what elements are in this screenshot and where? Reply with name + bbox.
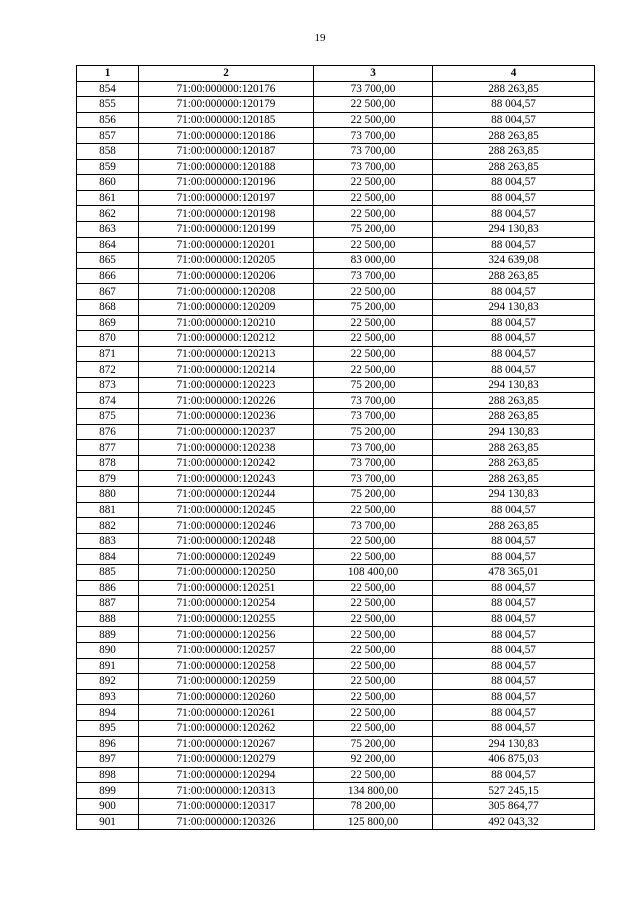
table-row [77, 798, 595, 814]
cadastral-number-cell: 71:00:000000:120248 [139, 533, 314, 549]
area-value-cell: 73 700,00 [314, 81, 433, 97]
cadastral-number-cell: 71:00:000000:120259 [139, 674, 314, 690]
cost-value-cell: 294 130,83 [433, 736, 595, 752]
cadastral-number-cell: 71:00:000000:120187 [139, 143, 314, 159]
table-row [77, 487, 595, 503]
cadastral-number-cell: 71:00:000000:120236 [139, 409, 314, 425]
cadastral-number-cell: 71:00:000000:120226 [139, 393, 314, 409]
cost-value-cell: 288 263,85 [433, 128, 595, 144]
area-value-cell: 73 700,00 [314, 128, 433, 144]
cadastral-number-cell: 71:00:000000:120254 [139, 596, 314, 612]
table-row [77, 674, 595, 690]
area-value-cell: 22 500,00 [314, 642, 433, 658]
area-value-cell: 22 500,00 [314, 689, 433, 705]
cadastral-number-cell: 71:00:000000:120214 [139, 362, 314, 378]
table-row [77, 720, 595, 736]
area-value-cell: 22 500,00 [314, 346, 433, 362]
table-row [77, 128, 595, 144]
header-row [77, 66, 595, 82]
area-value-cell: 22 500,00 [314, 720, 433, 736]
table-row [77, 268, 595, 284]
row-number-cell: 876 [77, 424, 139, 440]
row-number-cell: 873 [77, 377, 139, 393]
cost-value-cell: 88 004,57 [433, 549, 595, 565]
row-number-cell: 875 [77, 409, 139, 425]
cadastral-number-cell: 71:00:000000:120176 [139, 81, 314, 97]
table-row [77, 331, 595, 347]
area-value-cell: 73 700,00 [314, 409, 433, 425]
table-row [77, 814, 595, 830]
area-value-cell: 22 500,00 [314, 549, 433, 565]
area-value-cell: 22 500,00 [314, 596, 433, 612]
table-row [77, 424, 595, 440]
table-row [77, 565, 595, 581]
table-row [77, 409, 595, 425]
row-number-cell: 901 [77, 814, 139, 830]
row-number-cell: 858 [77, 143, 139, 159]
row-number-cell: 868 [77, 299, 139, 315]
table-row [77, 440, 595, 456]
table-row [77, 159, 595, 175]
cost-value-cell: 288 263,85 [433, 143, 595, 159]
area-value-cell: 22 500,00 [314, 97, 433, 113]
table-row [77, 502, 595, 518]
row-number-cell: 860 [77, 175, 139, 191]
table-row [77, 689, 595, 705]
table-row [77, 471, 595, 487]
table-row [77, 206, 595, 222]
row-number-cell: 897 [77, 752, 139, 768]
row-number-cell: 882 [77, 518, 139, 534]
cost-value-cell: 88 004,57 [433, 331, 595, 347]
column-header-2: 2 [139, 66, 314, 82]
cost-value-cell: 288 263,85 [433, 471, 595, 487]
cadastral-number-cell: 71:00:000000:120201 [139, 237, 314, 253]
row-number-cell: 856 [77, 112, 139, 128]
row-number-cell: 869 [77, 315, 139, 331]
area-value-cell: 22 500,00 [314, 284, 433, 300]
table-row [77, 175, 595, 191]
cadastral-number-cell: 71:00:000000:120244 [139, 487, 314, 503]
area-value-cell: 22 500,00 [314, 674, 433, 690]
area-value-cell: 22 500,00 [314, 533, 433, 549]
area-value-cell: 22 500,00 [314, 767, 433, 783]
cadastral-number-cell: 71:00:000000:120249 [139, 549, 314, 565]
row-number-cell: 861 [77, 190, 139, 206]
cost-value-cell: 492 043,32 [433, 814, 595, 830]
cadastral-number-cell: 71:00:000000:120210 [139, 315, 314, 331]
cost-value-cell: 88 004,57 [433, 611, 595, 627]
area-value-cell: 75 200,00 [314, 736, 433, 752]
cadastral-number-cell: 71:00:000000:120209 [139, 299, 314, 315]
cadastral-number-cell: 71:00:000000:120251 [139, 580, 314, 596]
cost-value-cell: 88 004,57 [433, 190, 595, 206]
cost-value-cell: 288 263,85 [433, 440, 595, 456]
row-number-cell: 867 [77, 284, 139, 300]
cost-value-cell: 88 004,57 [433, 533, 595, 549]
row-number-cell: 855 [77, 97, 139, 113]
table-body [77, 81, 595, 830]
cadastral-number-cell: 71:00:000000:120213 [139, 346, 314, 362]
cost-value-cell: 88 004,57 [433, 580, 595, 596]
cadastral-number-cell: 71:00:000000:120206 [139, 268, 314, 284]
row-number-cell: 900 [77, 798, 139, 814]
table-row [77, 533, 595, 549]
table-row [77, 658, 595, 674]
area-value-cell: 22 500,00 [314, 315, 433, 331]
cadastral-number-cell: 71:00:000000:120317 [139, 798, 314, 814]
row-number-cell: 898 [77, 767, 139, 783]
cadastral-number-cell: 71:00:000000:120255 [139, 611, 314, 627]
cost-value-cell: 288 263,85 [433, 393, 595, 409]
cost-value-cell: 88 004,57 [433, 175, 595, 191]
table-row [77, 736, 595, 752]
cadastral-number-cell: 71:00:000000:120212 [139, 331, 314, 347]
table-row [77, 752, 595, 768]
table-row [77, 237, 595, 253]
cadastral-number-cell: 71:00:000000:120197 [139, 190, 314, 206]
table-row [77, 783, 595, 799]
table-row [77, 362, 595, 378]
cadastral-number-cell: 71:00:000000:120199 [139, 221, 314, 237]
row-number-cell: 881 [77, 502, 139, 518]
cost-value-cell: 88 004,57 [433, 596, 595, 612]
cost-value-cell: 88 004,57 [433, 206, 595, 222]
cadastral-number-cell: 71:00:000000:120223 [139, 377, 314, 393]
row-number-cell: 887 [77, 596, 139, 612]
row-number-cell: 883 [77, 533, 139, 549]
cost-value-cell: 406 875,03 [433, 752, 595, 768]
row-number-cell: 885 [77, 565, 139, 581]
area-value-cell: 73 700,00 [314, 393, 433, 409]
row-number-cell: 880 [77, 487, 139, 503]
row-number-cell: 879 [77, 471, 139, 487]
data-table [76, 65, 595, 830]
area-value-cell: 73 700,00 [314, 268, 433, 284]
area-value-cell: 22 500,00 [314, 580, 433, 596]
cadastral-number-cell: 71:00:000000:120208 [139, 284, 314, 300]
cadastral-number-cell: 71:00:000000:120243 [139, 471, 314, 487]
area-value-cell: 83 000,00 [314, 253, 433, 269]
table-row [77, 346, 595, 362]
area-value-cell: 75 200,00 [314, 299, 433, 315]
cost-value-cell: 88 004,57 [433, 315, 595, 331]
cost-value-cell: 324 639,08 [433, 253, 595, 269]
cost-value-cell: 88 004,57 [433, 674, 595, 690]
row-number-cell: 866 [77, 268, 139, 284]
area-value-cell: 22 500,00 [314, 658, 433, 674]
row-number-cell: 894 [77, 705, 139, 721]
cost-value-cell: 294 130,83 [433, 487, 595, 503]
table-row [77, 767, 595, 783]
column-header-3: 3 [314, 66, 433, 82]
area-value-cell: 73 700,00 [314, 471, 433, 487]
cadastral-number-cell: 71:00:000000:120237 [139, 424, 314, 440]
area-value-cell: 22 500,00 [314, 705, 433, 721]
cost-value-cell: 88 004,57 [433, 720, 595, 736]
cost-value-cell: 288 263,85 [433, 518, 595, 534]
row-number-cell: 895 [77, 720, 139, 736]
area-value-cell: 92 200,00 [314, 752, 433, 768]
cadastral-number-cell: 71:00:000000:120326 [139, 814, 314, 830]
area-value-cell: 73 700,00 [314, 440, 433, 456]
row-number-cell: 864 [77, 237, 139, 253]
area-value-cell: 22 500,00 [314, 611, 433, 627]
row-number-cell: 896 [77, 736, 139, 752]
row-number-cell: 863 [77, 221, 139, 237]
row-number-cell: 862 [77, 206, 139, 222]
cadastral-number-cell: 71:00:000000:120279 [139, 752, 314, 768]
cost-value-cell: 88 004,57 [433, 346, 595, 362]
cadastral-number-cell: 71:00:000000:120238 [139, 440, 314, 456]
cadastral-number-cell: 71:00:000000:120179 [139, 97, 314, 113]
area-value-cell: 108 400,00 [314, 565, 433, 581]
table-row [77, 143, 595, 159]
row-number-cell: 857 [77, 128, 139, 144]
row-number-cell: 878 [77, 455, 139, 471]
table-row [77, 705, 595, 721]
cost-value-cell: 88 004,57 [433, 97, 595, 113]
cadastral-number-cell: 71:00:000000:120294 [139, 767, 314, 783]
cadastral-number-cell: 71:00:000000:120198 [139, 206, 314, 222]
cost-value-cell: 294 130,83 [433, 299, 595, 315]
table-row [77, 315, 595, 331]
cost-value-cell: 88 004,57 [433, 237, 595, 253]
row-number-cell: 871 [77, 346, 139, 362]
cadastral-number-cell: 71:00:000000:120245 [139, 502, 314, 518]
area-value-cell: 73 700,00 [314, 159, 433, 175]
cadastral-number-cell: 71:00:000000:120205 [139, 253, 314, 269]
cadastral-number-cell: 71:00:000000:120188 [139, 159, 314, 175]
area-value-cell: 73 700,00 [314, 143, 433, 159]
cost-value-cell: 88 004,57 [433, 689, 595, 705]
cost-value-cell: 294 130,83 [433, 424, 595, 440]
table-row [77, 580, 595, 596]
cost-value-cell: 288 263,85 [433, 81, 595, 97]
row-number-cell: 892 [77, 674, 139, 690]
area-value-cell: 73 700,00 [314, 518, 433, 534]
area-value-cell: 75 200,00 [314, 487, 433, 503]
row-number-cell: 877 [77, 440, 139, 456]
row-number-cell: 891 [77, 658, 139, 674]
table-row [77, 112, 595, 128]
cadastral-number-cell: 71:00:000000:120185 [139, 112, 314, 128]
column-header-1: 1 [77, 66, 139, 82]
cadastral-number-cell: 71:00:000000:120242 [139, 455, 314, 471]
table-row [77, 81, 595, 97]
cost-value-cell: 88 004,57 [433, 658, 595, 674]
row-number-cell: 893 [77, 689, 139, 705]
area-value-cell: 73 700,00 [314, 455, 433, 471]
cadastral-number-cell: 71:00:000000:120186 [139, 128, 314, 144]
cost-value-cell: 294 130,83 [433, 221, 595, 237]
cost-value-cell: 305 864,77 [433, 798, 595, 814]
table-row [77, 549, 595, 565]
cost-value-cell: 288 263,85 [433, 159, 595, 175]
area-value-cell: 125 800,00 [314, 814, 433, 830]
area-value-cell: 78 200,00 [314, 798, 433, 814]
table-row [77, 518, 595, 534]
table-row [77, 596, 595, 612]
cadastral-number-cell: 71:00:000000:120257 [139, 642, 314, 658]
cost-value-cell: 88 004,57 [433, 502, 595, 518]
page-number: 19 [314, 32, 326, 44]
cost-value-cell: 478 365,01 [433, 565, 595, 581]
row-number-cell: 859 [77, 159, 139, 175]
area-value-cell: 22 500,00 [314, 112, 433, 128]
area-value-cell: 22 500,00 [314, 175, 433, 191]
row-number-cell: 886 [77, 580, 139, 596]
row-number-cell: 890 [77, 642, 139, 658]
area-value-cell: 75 200,00 [314, 377, 433, 393]
cadastral-number-cell: 71:00:000000:120267 [139, 736, 314, 752]
area-value-cell: 22 500,00 [314, 237, 433, 253]
area-value-cell: 22 500,00 [314, 502, 433, 518]
area-value-cell: 22 500,00 [314, 206, 433, 222]
row-number-cell: 870 [77, 331, 139, 347]
row-number-cell: 884 [77, 549, 139, 565]
cadastral-number-cell: 71:00:000000:120260 [139, 689, 314, 705]
table-row [77, 97, 595, 113]
cost-value-cell: 88 004,57 [433, 627, 595, 643]
cost-value-cell: 88 004,57 [433, 767, 595, 783]
row-number-cell: 854 [77, 81, 139, 97]
table-row [77, 221, 595, 237]
table-row [77, 627, 595, 643]
cadastral-number-cell: 71:00:000000:120196 [139, 175, 314, 191]
table-row [77, 190, 595, 206]
cost-value-cell: 294 130,83 [433, 377, 595, 393]
cost-value-cell: 88 004,57 [433, 284, 595, 300]
area-value-cell: 75 200,00 [314, 221, 433, 237]
cadastral-number-cell: 71:00:000000:120313 [139, 783, 314, 799]
table-row [77, 642, 595, 658]
table-row [77, 284, 595, 300]
cost-value-cell: 88 004,57 [433, 705, 595, 721]
area-value-cell: 22 500,00 [314, 190, 433, 206]
cadastral-number-cell: 71:00:000000:120246 [139, 518, 314, 534]
table-row [77, 377, 595, 393]
cadastral-number-cell: 71:00:000000:120256 [139, 627, 314, 643]
cost-value-cell: 288 263,85 [433, 455, 595, 471]
table-row [77, 393, 595, 409]
cadastral-number-cell: 71:00:000000:120261 [139, 705, 314, 721]
table-row [77, 455, 595, 471]
cadastral-number-cell: 71:00:000000:120250 [139, 565, 314, 581]
cost-value-cell: 88 004,57 [433, 362, 595, 378]
area-value-cell: 134 800,00 [314, 783, 433, 799]
table-row [77, 611, 595, 627]
cost-value-cell: 527 245,15 [433, 783, 595, 799]
table-row [77, 299, 595, 315]
area-value-cell: 22 500,00 [314, 627, 433, 643]
row-number-cell: 889 [77, 627, 139, 643]
row-number-cell: 865 [77, 253, 139, 269]
area-value-cell: 22 500,00 [314, 362, 433, 378]
cost-value-cell: 88 004,57 [433, 642, 595, 658]
row-number-cell: 874 [77, 393, 139, 409]
cadastral-number-cell: 71:00:000000:120262 [139, 720, 314, 736]
column-header-4: 4 [433, 66, 595, 82]
row-number-cell: 888 [77, 611, 139, 627]
table-header [77, 66, 595, 82]
row-number-cell: 899 [77, 783, 139, 799]
area-value-cell: 75 200,00 [314, 424, 433, 440]
cost-value-cell: 288 263,85 [433, 268, 595, 284]
row-number-cell: 872 [77, 362, 139, 378]
area-value-cell: 22 500,00 [314, 331, 433, 347]
table-row [77, 253, 595, 269]
cadastral-number-cell: 71:00:000000:120258 [139, 658, 314, 674]
cost-value-cell: 288 263,85 [433, 409, 595, 425]
cost-value-cell: 88 004,57 [433, 112, 595, 128]
